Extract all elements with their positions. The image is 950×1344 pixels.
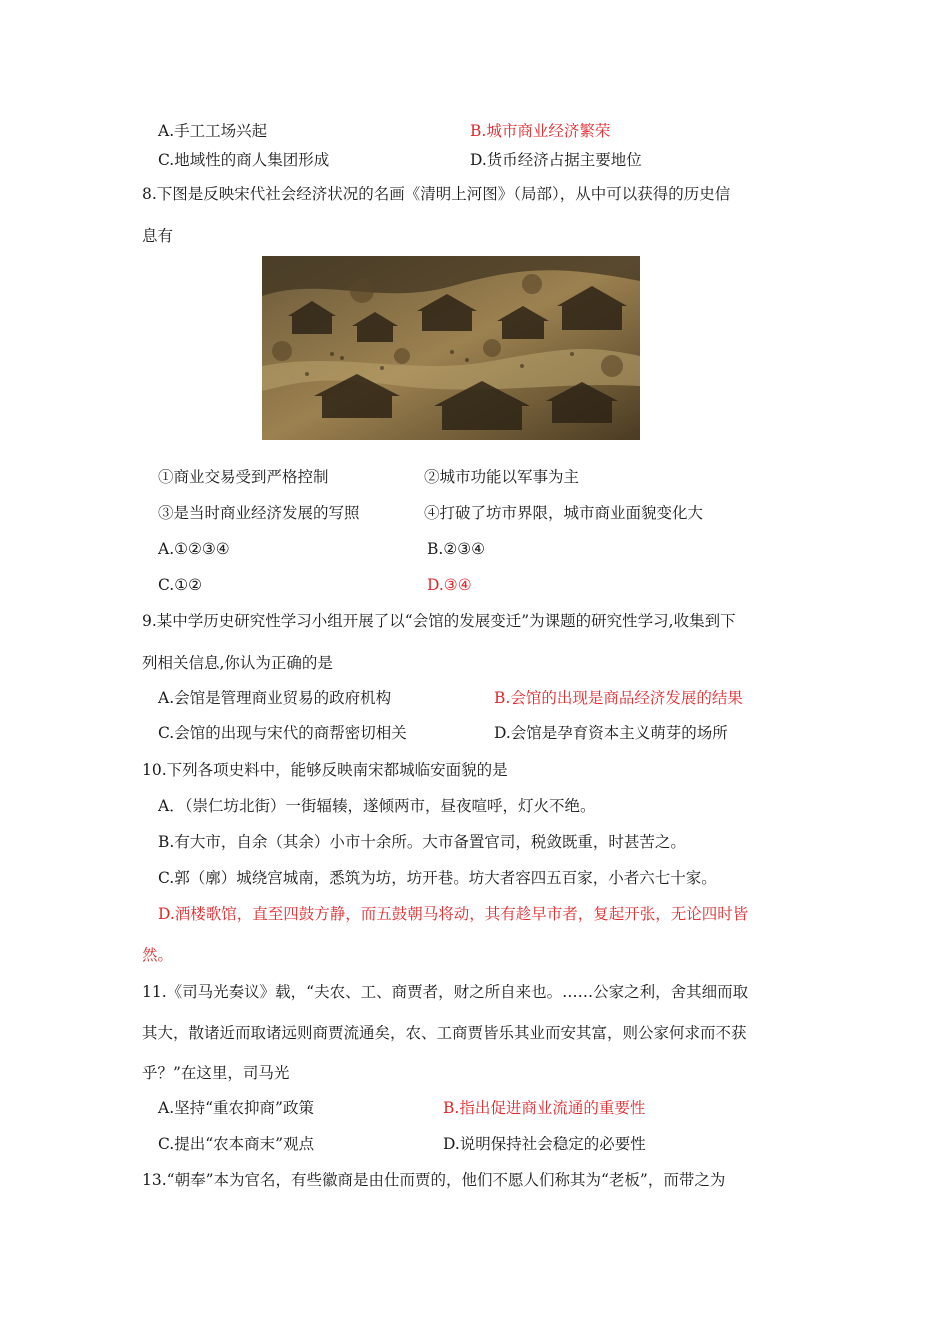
- q9-option-a: A.会馆是管理商业贸易的政府机构: [158, 689, 392, 707]
- q7-option-c: C.地域性的商人集团形成: [158, 151, 330, 169]
- q7-option-b-answer: B.城市商业经济繁荣: [470, 122, 611, 140]
- q8-stem-line2: 息有: [142, 227, 174, 245]
- q11-stem-line3: 乎？”在这里，司马光: [142, 1064, 290, 1082]
- q10-option-b: B.有大市，自余（其余）小市十余所。大市备置官司，税敛既重，时甚苦之。: [158, 833, 686, 851]
- q8-option-c: C.①②: [158, 576, 203, 594]
- q11-stem-line2: 其大，散诸近而取诸远则商贾流通矣，农、工商贾皆乐其业而安其富，则公家何求而不获: [142, 1024, 747, 1042]
- q9-stem-line2: 列相关信息,你认为正确的是: [142, 654, 333, 672]
- q10-option-a: A．（崇仁坊北街）一街辐辏，遂倾两市，昼夜喧呼，灯火不绝。: [158, 797, 596, 815]
- q13-stem-line1: 13.“朝奉”本为官名，有些徽商是由仕而贾的，他们不愿人们称其为“老板”，而带之为: [142, 1171, 726, 1189]
- q8-statement-1: ①商业交易受到严格控制: [158, 468, 329, 486]
- q8-statement-2: ②城市功能以军事为主: [424, 468, 580, 486]
- q10-option-c: C.郭（廓）城绕宫城南，悉筑为坊，坊开巷。坊大者容四五百家，小者六七十家。: [158, 869, 717, 887]
- q11-option-b-answer: B.指出促进商业流通的重要性: [443, 1099, 646, 1117]
- q8-stem-line1: 8.下图是反映宋代社会经济状况的名画《清明上河图》（局部），从中可以获得的历史信: [142, 185, 731, 203]
- q10-option-d-answer-line2: 然。: [142, 946, 174, 964]
- q8-option-b: B.②③④: [427, 540, 486, 558]
- q11-option-a: A.坚持“重农抑商”政策: [158, 1099, 314, 1117]
- q8-option-a: A.①②③④: [158, 540, 230, 558]
- q8-statement-4: ④打破了坊市界限，城市商业面貌变化大: [424, 504, 704, 522]
- q9-option-c: C.会馆的出现与宋代的商帮密切相关: [158, 724, 407, 742]
- q7-option-a: A.手工工场兴起: [158, 122, 268, 140]
- q8-option-d-answer: D.③④: [427, 576, 472, 594]
- q10-stem: 10.下列各项史料中，能够反映南宋都城临安面貌的是: [142, 761, 508, 779]
- q7-option-d: D.货币经济占据主要地位: [470, 151, 642, 169]
- q9-stem-line1: 9.某中学历史研究性学习小组开展了以“会馆的发展变迁”为课题的研究性学习,收集到下: [142, 612, 736, 630]
- q11-option-c: C.提出“农本商末”观点: [158, 1135, 315, 1153]
- q8-statement-3: ③是当时商业经济发展的写照: [158, 504, 360, 522]
- q10-option-d-answer-line1: D.酒楼歌馆，直至四鼓方静，而五鼓朝马将动，其有趁早市者，复起开张，无论四时皆: [158, 905, 749, 923]
- q11-stem-line1: 11.《司马光奏议》载，“夫农、工、商贾者，财之所自来也。……公家之利，舍其细而取: [142, 983, 749, 1001]
- q9-option-b-answer: B.会馆的出现是商品经济发展的结果: [494, 689, 743, 707]
- q11-option-d: D.说明保持社会稳定的必要性: [443, 1135, 646, 1153]
- qingming-painting-image: [262, 256, 640, 440]
- q9-option-d: D.会馆是孕育资本主义萌芽的场所: [494, 724, 728, 742]
